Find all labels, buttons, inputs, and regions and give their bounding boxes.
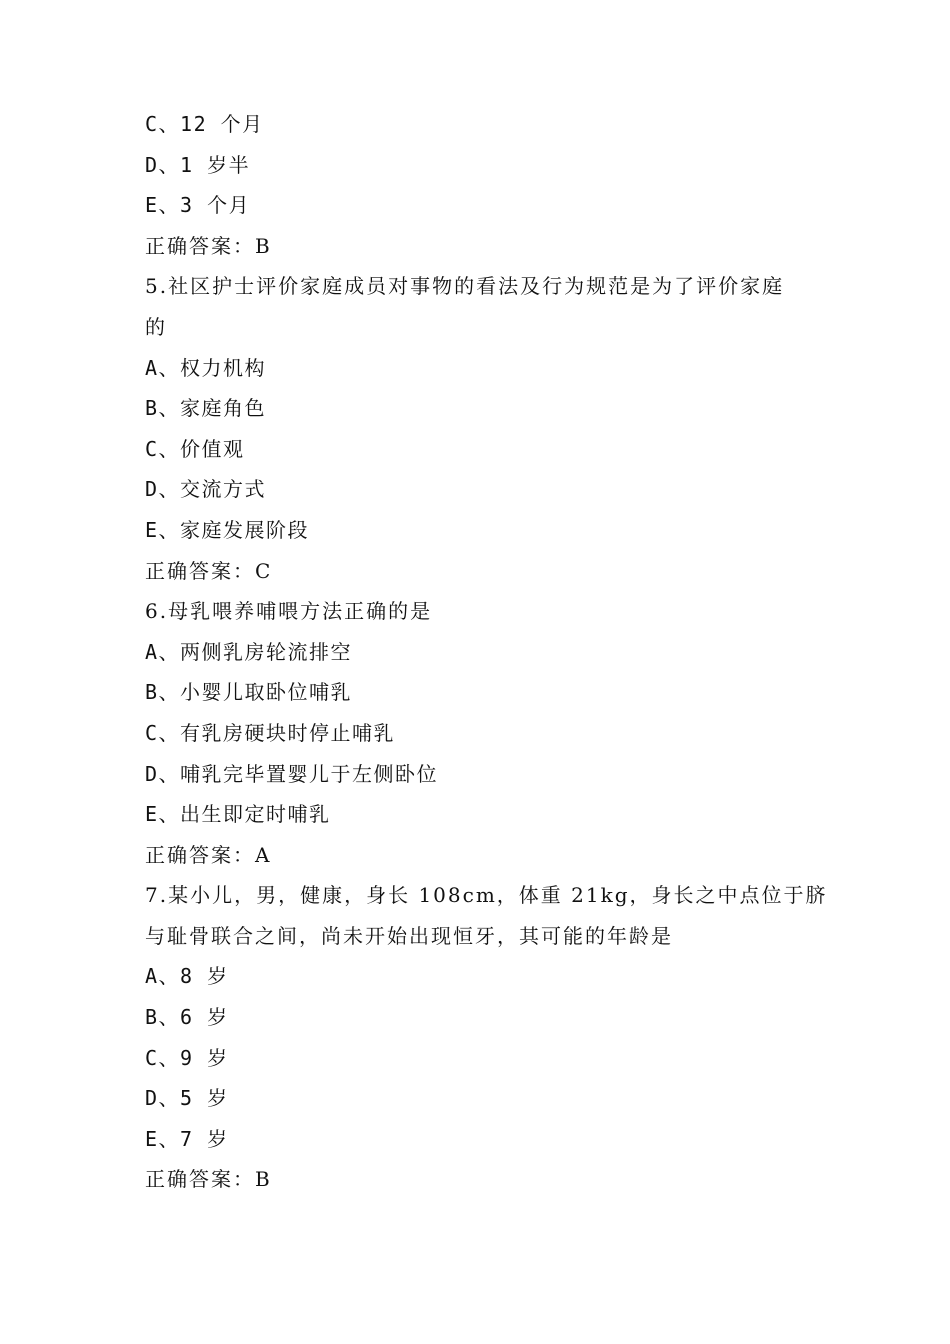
question-5-option-c: C、价值观 bbox=[145, 436, 245, 461]
question-6-option-d: D、哺乳完毕置婴儿于左侧卧位 bbox=[145, 761, 439, 786]
question-6-option-b: B、小婴儿取卧位哺乳 bbox=[145, 680, 353, 705]
question-7-option-d: D、5 岁 bbox=[145, 1086, 229, 1111]
question-6-option-c: C、有乳房硬块时停止哺乳 bbox=[145, 720, 396, 745]
answer-q4: 正确答案：B bbox=[145, 233, 272, 258]
answer-q5: 正确答案：C bbox=[145, 558, 273, 583]
document-page bbox=[145, 104, 828, 1200]
question-7-option-a: A、8 岁 bbox=[145, 964, 229, 989]
question-6-option-a: A、两侧乳房轮流排空 bbox=[145, 639, 353, 664]
option-e-3-months: E、3 个月 bbox=[145, 193, 251, 218]
question-5-option-e: E、家庭发展阶段 bbox=[145, 517, 310, 542]
answer-q6: 正确答案：A bbox=[145, 842, 272, 867]
question-6-option-e: E、出生即定时哺乳 bbox=[145, 802, 331, 827]
question-5-continued: 的 bbox=[145, 314, 167, 339]
question-7-option-b: B、6 岁 bbox=[145, 1005, 229, 1030]
question-5-option-d: D、交流方式 bbox=[145, 477, 267, 502]
question-7-continued: 与耻骨联合之间，尚未开始出现恒牙，其可能的年龄是 bbox=[145, 923, 673, 948]
question-5: 5.社区护士评价家庭成员对事物的看法及行为规范是为了评价家庭 bbox=[145, 274, 785, 299]
question-5-option-b: B、家庭角色 bbox=[145, 396, 267, 421]
question-5-option-a: A、权力机构 bbox=[145, 355, 267, 380]
question-6: 6.母乳喂养哺喂方法正确的是 bbox=[145, 599, 433, 624]
answer-q7: 正确答案：B bbox=[145, 1167, 272, 1192]
option-d-1-5-years: D、1 岁半 bbox=[145, 152, 251, 177]
question-7-option-e: E、7 岁 bbox=[145, 1126, 229, 1151]
option-c-12-months: C、12 个月 bbox=[145, 112, 264, 136]
question-7: 7.某小儿，男，健康，身长 108cm，体重 21kg，身长之中点位于脐 bbox=[145, 883, 828, 908]
question-7-option-c: C、9 岁 bbox=[145, 1045, 229, 1070]
